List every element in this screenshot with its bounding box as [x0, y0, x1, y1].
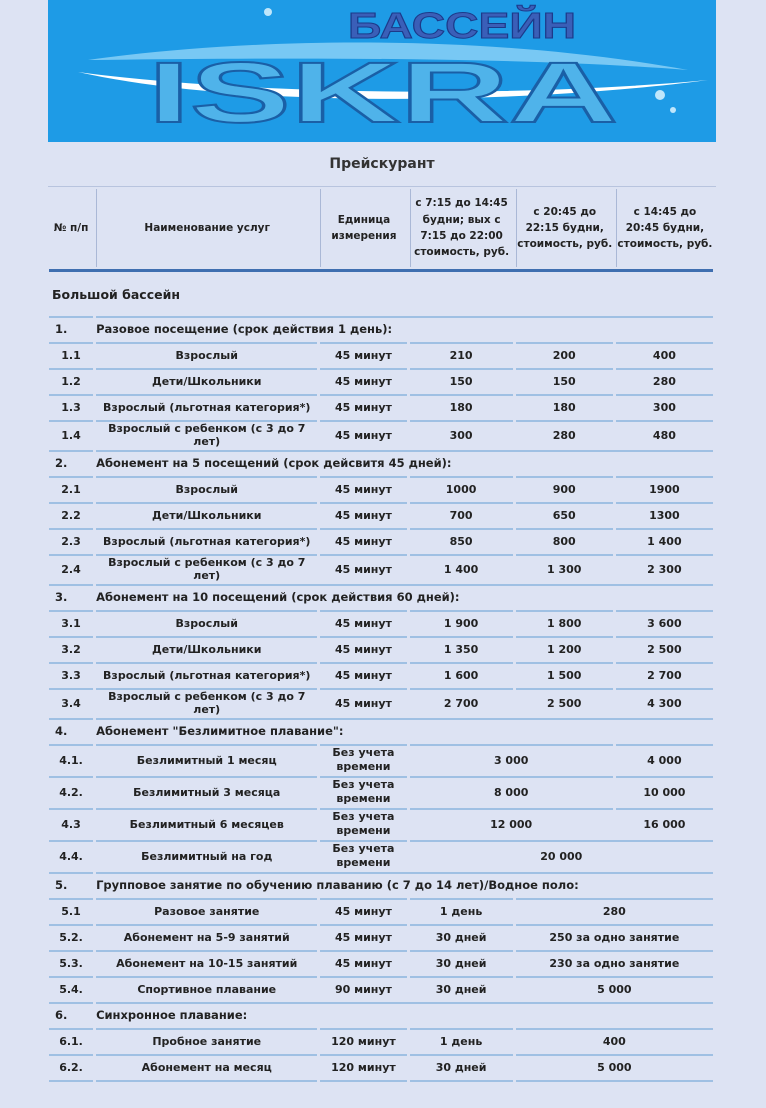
row-price-3: 2 300: [616, 554, 713, 582]
section-title: Большой бассейн: [52, 286, 181, 302]
row-unit: 45 минут: [320, 342, 406, 366]
row-name: Дети/Школьники: [96, 636, 317, 660]
table-row: [49, 688, 713, 716]
row-unit: 45 минут: [320, 394, 406, 418]
table-row: [49, 898, 713, 922]
table-row: [49, 476, 713, 500]
table-row: [49, 924, 713, 948]
row-price: 280: [516, 898, 713, 922]
row-price-3: 1300: [616, 502, 713, 526]
row-name: Абонемент на 10-15 занятий: [96, 950, 317, 974]
row-price-3: 300: [616, 394, 713, 418]
row-name: Разовое занятие: [96, 898, 317, 922]
row-price-12: 12 000: [410, 808, 613, 838]
row-price-2: 2 500: [516, 688, 613, 716]
table-row: [49, 528, 713, 552]
group-row: [49, 718, 713, 742]
row-num: 1.2: [49, 368, 93, 392]
group-title: Разовое посещение (срок действия 1 день):: [96, 316, 713, 340]
group-num: 2.: [49, 450, 93, 474]
row-num: 1.3: [49, 394, 93, 418]
row-price: 5 000: [516, 976, 713, 1000]
logo-banner: [48, 0, 716, 142]
header-service: Наименование услуг: [96, 189, 317, 267]
row-price-3: 10 000: [616, 776, 713, 806]
price-list: [48, 142, 716, 1108]
row-price-2: 1 800: [516, 610, 613, 634]
row-name: Спортивное плавание: [96, 976, 317, 1000]
row-price-1: 1 400: [410, 554, 513, 582]
row-name: Безлимитный на год: [96, 840, 317, 870]
table-row: [49, 840, 713, 870]
row-name: Взрослый: [96, 610, 317, 634]
row-price-3: 280: [616, 368, 713, 392]
table-row: [49, 1054, 713, 1078]
row-price-1: 700: [410, 502, 513, 526]
row-num: 1.1: [49, 342, 93, 366]
row-unit: 45 минут: [320, 924, 406, 948]
row-price-2: 200: [516, 342, 613, 366]
table-row: [49, 420, 713, 448]
group-title: Абонемент "Безлимитное плавание":: [96, 718, 713, 742]
row-price-2: 1 300: [516, 554, 613, 582]
group-title: Синхронное плавание:: [96, 1002, 713, 1026]
row-price-1: 300: [410, 420, 513, 448]
row-price-1: 1 900: [410, 610, 513, 634]
row-price-3: 400: [616, 342, 713, 366]
row-unit: Без учета времени: [320, 808, 406, 838]
table-row: [49, 662, 713, 686]
group-row: [49, 450, 713, 474]
row-num: 4.1.: [49, 744, 93, 774]
row-price-3: 4 300: [616, 688, 713, 716]
row-price: 250 за одно занятие: [516, 924, 713, 948]
row-price-2: 1 200: [516, 636, 613, 660]
row-name: Взрослый с ребенком (с 3 до 7 лет): [96, 420, 317, 448]
row-num: 5.2.: [49, 924, 93, 948]
row-name: Безлимитный 3 месяца: [96, 776, 317, 806]
row-unit: 120 минут: [320, 1054, 406, 1078]
table-row: [49, 502, 713, 526]
row-unit: 45 минут: [320, 502, 406, 526]
row-name: Взрослый: [96, 342, 317, 366]
group-row: [49, 584, 713, 608]
row-price-3: 1 400: [616, 528, 713, 552]
row-name: Взрослый с ребенком (с 3 до 7 лет): [96, 554, 317, 582]
row-num: 6.2.: [49, 1054, 93, 1078]
table-row: [49, 744, 713, 774]
row-unit: 45 минут: [320, 610, 406, 634]
row-price-1: 1 600: [410, 662, 513, 686]
row-price-all: 20 000: [410, 840, 713, 870]
row-price: 400: [516, 1028, 713, 1052]
table-row: [49, 636, 713, 660]
group-num: 1.: [49, 316, 93, 340]
table-row: [49, 342, 713, 366]
row-name: Взрослый (льготная категория*): [96, 662, 317, 686]
row-num: 2.2: [49, 502, 93, 526]
row-price-3: 16 000: [616, 808, 713, 838]
group-title: Групповое занятие по обучению плаванию (с 7 до 14 лет)/Водное поло:: [96, 872, 713, 896]
logo-main: ISKRA: [148, 45, 618, 141]
table-row: [49, 976, 713, 1000]
row-name: Безлимитный 6 месяцев: [96, 808, 317, 838]
group-num: 4.: [49, 718, 93, 742]
row-num: 6.1.: [49, 1028, 93, 1052]
group-num: 5.: [49, 872, 93, 896]
row-num: 2.4: [49, 554, 93, 582]
row-duration: 30 дней: [410, 924, 513, 948]
table-row: [49, 554, 713, 582]
row-unit: 45 минут: [320, 898, 406, 922]
row-name: Взрослый: [96, 476, 317, 500]
row-price: 5 000: [516, 1054, 713, 1078]
header-num: № п/п: [53, 221, 89, 234]
row-num: 4.3: [49, 808, 93, 838]
row-price-2: 280: [516, 420, 613, 448]
row-price-3: 2 500: [616, 636, 713, 660]
row-price-2: 650: [516, 502, 613, 526]
divider: [49, 269, 713, 272]
row-name: Абонемент на месяц: [96, 1054, 317, 1078]
row-num: 2.1: [49, 476, 93, 500]
group-num: 3.: [49, 584, 93, 608]
row-price-2: 180: [516, 394, 613, 418]
row-name: Дети/Школьники: [96, 502, 317, 526]
table-row: [49, 368, 713, 392]
row-name: Взрослый (льготная категория*): [96, 528, 317, 552]
row-unit: 45 минут: [320, 636, 406, 660]
group-row: [49, 872, 713, 896]
table-row: [49, 610, 713, 634]
row-unit: 45 минут: [320, 950, 406, 974]
row-num: 2.3: [49, 528, 93, 552]
row-name: Безлимитный 1 месяц: [96, 744, 317, 774]
group-title: Абонемент на 5 посещений (срок дейсвитя 45 дней):: [96, 450, 713, 474]
row-unit: 45 минут: [320, 528, 406, 552]
row-price-3: 2 700: [616, 662, 713, 686]
row-price-1: 1 350: [410, 636, 513, 660]
table-row: [49, 950, 713, 974]
row-name: Взрослый с ребенком (с 3 до 7 лет): [96, 688, 317, 716]
row-price-3: 1900: [616, 476, 713, 500]
row-duration: 1 день: [410, 1028, 513, 1052]
row-price-3: 3 600: [616, 610, 713, 634]
row-name: Взрослый (льготная категория*): [96, 394, 317, 418]
row-num: 4.2.: [49, 776, 93, 806]
header-unit: Единица измерения: [320, 189, 406, 267]
row-unit: Без учета времени: [320, 776, 406, 806]
row-num: 5.3.: [49, 950, 93, 974]
group-row: [49, 316, 713, 340]
row-duration: 30 дней: [410, 950, 513, 974]
row-price-1: 850: [410, 528, 513, 552]
logo-top: БАССЕЙН: [348, 5, 526, 46]
row-unit: Без учета времени: [320, 840, 406, 870]
row-name: Абонемент на 5-9 занятий: [96, 924, 317, 948]
row-price-1: 1000: [410, 476, 513, 500]
row-price: 230 за одно занятие: [516, 950, 713, 974]
row-name: Дети/Школьники: [96, 368, 317, 392]
row-num: 3.2: [49, 636, 93, 660]
row-price-1: 150: [410, 368, 513, 392]
row-price-12: 3 000: [410, 744, 613, 774]
row-unit: 90 минут: [320, 976, 406, 1000]
table-row: [49, 776, 713, 806]
empty-row: [49, 1080, 713, 1106]
row-num: 3.4: [49, 688, 93, 716]
row-price-12: 8 000: [410, 776, 613, 806]
row-unit: 45 минут: [320, 368, 406, 392]
page-title: Прейскурант: [48, 142, 716, 187]
row-price-2: 1 500: [516, 662, 613, 686]
group-title: Абонемент на 10 посещений (срок действия 60 дней):: [96, 584, 713, 608]
row-num: 3.1: [49, 610, 93, 634]
group-num: 6.: [49, 1002, 93, 1026]
row-unit: 120 минут: [320, 1028, 406, 1052]
row-price-2: 800: [516, 528, 613, 552]
row-price-2: 150: [516, 368, 613, 392]
table-row: [49, 394, 713, 418]
header-price-1: с 7:15 до 14:45 будни; вых с 7:15 до 22:00 стоимость, руб.: [410, 189, 513, 267]
row-num: 4.4.: [49, 840, 93, 870]
row-num: 5.4.: [49, 976, 93, 1000]
row-duration: 30 дней: [410, 976, 513, 1000]
row-price-3: 480: [616, 420, 713, 448]
row-unit: 45 минут: [320, 476, 406, 500]
row-unit: 45 минут: [320, 688, 406, 716]
price-table: [46, 187, 716, 1108]
table-row: [49, 808, 713, 838]
row-num: 1.4: [49, 420, 93, 448]
row-unit: 45 минут: [320, 420, 406, 448]
row-price-1: 180: [410, 394, 513, 418]
row-price-1: 210: [410, 342, 513, 366]
row-num: 5.1: [49, 898, 93, 922]
header-price-2: с 20:45 до 22:15 будни, стоимость, руб.: [516, 189, 613, 267]
row-price-3: 4 000: [616, 744, 713, 774]
row-duration: 30 дней: [410, 1054, 513, 1078]
row-price-1: 2 700: [410, 688, 513, 716]
group-row: [49, 1002, 713, 1026]
table-row: [49, 1028, 713, 1052]
row-unit: 45 минут: [320, 554, 406, 582]
row-unit: Без учета времени: [320, 744, 406, 774]
row-duration: 1 день: [410, 898, 513, 922]
header-row: [49, 189, 713, 267]
header-price-3: с 14:45 до 20:45 будни, стоимость, руб.: [616, 189, 713, 267]
row-unit: 45 минут: [320, 662, 406, 686]
row-num: 3.3: [49, 662, 93, 686]
row-price-2: 900: [516, 476, 613, 500]
row-name: Пробное занятие: [96, 1028, 317, 1052]
